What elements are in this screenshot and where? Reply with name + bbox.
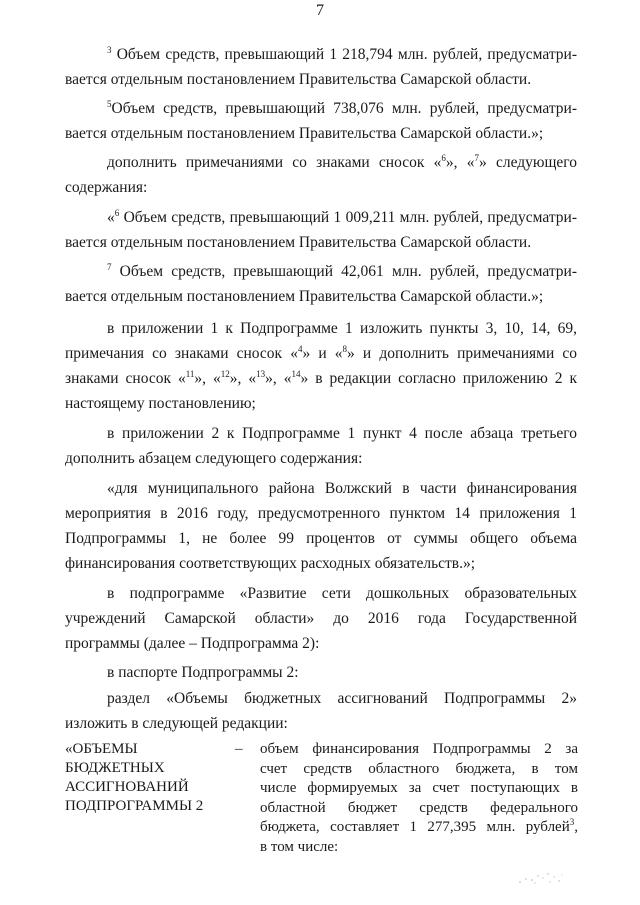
appendix-2-paragraph [65,421,577,471]
footnote-7-line-1: $^7$ Объем средств, превышающий 42,061 млн. рублей, предусматри- [107,262,577,280]
table-left-line: «ОБЪЕМЫ [65,741,138,757]
stamp-mark-icon [510,868,570,888]
subprogram-2-line-1: в подпрограмме «Развитие сети дошкольных образовательных [107,585,577,602]
appendix-1-line-4: настоящему постановлению; [65,395,256,412]
section-paragraph [65,686,577,736]
volzhsky-line-3: Подпрограммы 1, не более 99 процентов от суммы общего объема [65,530,577,547]
table-left-cell [65,740,235,816]
appendix-2-line-2: дополнить абзацем следующего содержания: [65,450,363,467]
appendix-1-line-1: в приложении 1 к Подпрограмме 1 изложить пункты 3, 10, 14, 69, [107,320,577,337]
footnote-mark: 3 [107,45,112,55]
table-left-line: БЮДЖЕТНЫХ [65,760,165,776]
volzhsky-line-1: «для муниципального района Волжский в части финансирования [107,480,577,497]
table-right-line-3: числе формируемых за счет поступающих в [260,780,578,796]
footnote-3-line-1: $^3$ Объем средств, превышающий 1 218,794 млн. рублей, предусматри- [107,45,577,63]
footnote-6-line-2: вается отдельным постановлением Правительства Самарской области. [65,234,532,251]
appendix-1-line-2: примечания со знаками сносок «$^4$» и «$^8$» и дополнить примечаниями со [65,344,578,362]
footnote-mark: 5 [107,99,112,109]
footnote-7 [65,259,577,309]
table-right-line-6: в том числе: [260,838,339,855]
footnote-5-line-2: вается отдельным постановлением Правительства Самарской области.»; [65,125,544,142]
footnote-3-line-2: вается отдельным постановлением Правительства Самарской области. [65,71,532,88]
footnote-5-line-1: $^5$Объем средств, превышающий 738,076 млн. рублей, предусматри- [107,99,577,117]
add-notes-line-2: содержания: [65,179,148,196]
add-notes-line-1: дополнить примечаниями со знаками сносок «$^6$», «$^7$» следующего [107,153,578,171]
appendix-1-line-3: знаками сносок «$^{11}$», «$^{12}$», «$^{13}$», «$^{14}$» в редакции согласно приложению 2 к [65,369,578,387]
passport-line: в паспорте Подпрограммы 2: [107,664,299,681]
section-line-2: изложить в следующей редакции: [65,715,288,732]
volzhsky-line-4: финансирования соответствующих расходных обязательств.»; [65,555,476,572]
table-right-line-1: объем финансирования Подпрограммы 2 за [260,741,578,757]
footnote-3 [65,42,577,92]
passport-paragraph [65,660,577,685]
add-notes-paragraph [65,150,577,200]
subprogram-2-line-2: учреждений Самарской области» до 2016 года Государственной [65,610,577,627]
table-left-line: АССИГНОВАНИЙ [65,779,189,795]
appendix-2-line-1: в приложении 2 к Подпрограмме 1 пункт 4 после абзаца третьего [107,425,577,442]
appendix-1-paragraph [65,316,577,416]
subprogram-2-line-3: программы (далее – Подпрограмма 2): [65,635,320,652]
footnote-6 [65,205,577,255]
table-dash: – [235,741,243,757]
table-right-cell [260,740,578,857]
footnote-7-line-2: вается отдельным постановлением Правительства Самарской области.»; [65,288,544,305]
section-line-1: раздел «Объемы бюджетных ассигнований Подпрограммы 2» [107,690,577,707]
footnote-5 [65,96,577,146]
table-right-line-4: областной бюджет средств федерального [260,799,578,816]
subprogram-2-paragraph [65,581,577,656]
page-number: 7 [316,2,324,19]
table-left-line: ПОДПРОГРАММЫ 2 [65,798,204,814]
table-right-line-5: бюджета, составляет 1 277,395 млн. рублей$^3$, [260,817,578,835]
volzhsky-line-2: мероприятия в 2016 году, предусмотренного пунктом 14 приложения 1 [65,505,577,522]
volzhsky-paragraph [65,476,577,576]
footnote-6-line-1: «$^6$ Объем средств, превышающий 1 009,211 млн. рублей, предусматри- [107,208,577,226]
table-right-line-2: счет средств областного бюджета, в том [260,760,578,777]
